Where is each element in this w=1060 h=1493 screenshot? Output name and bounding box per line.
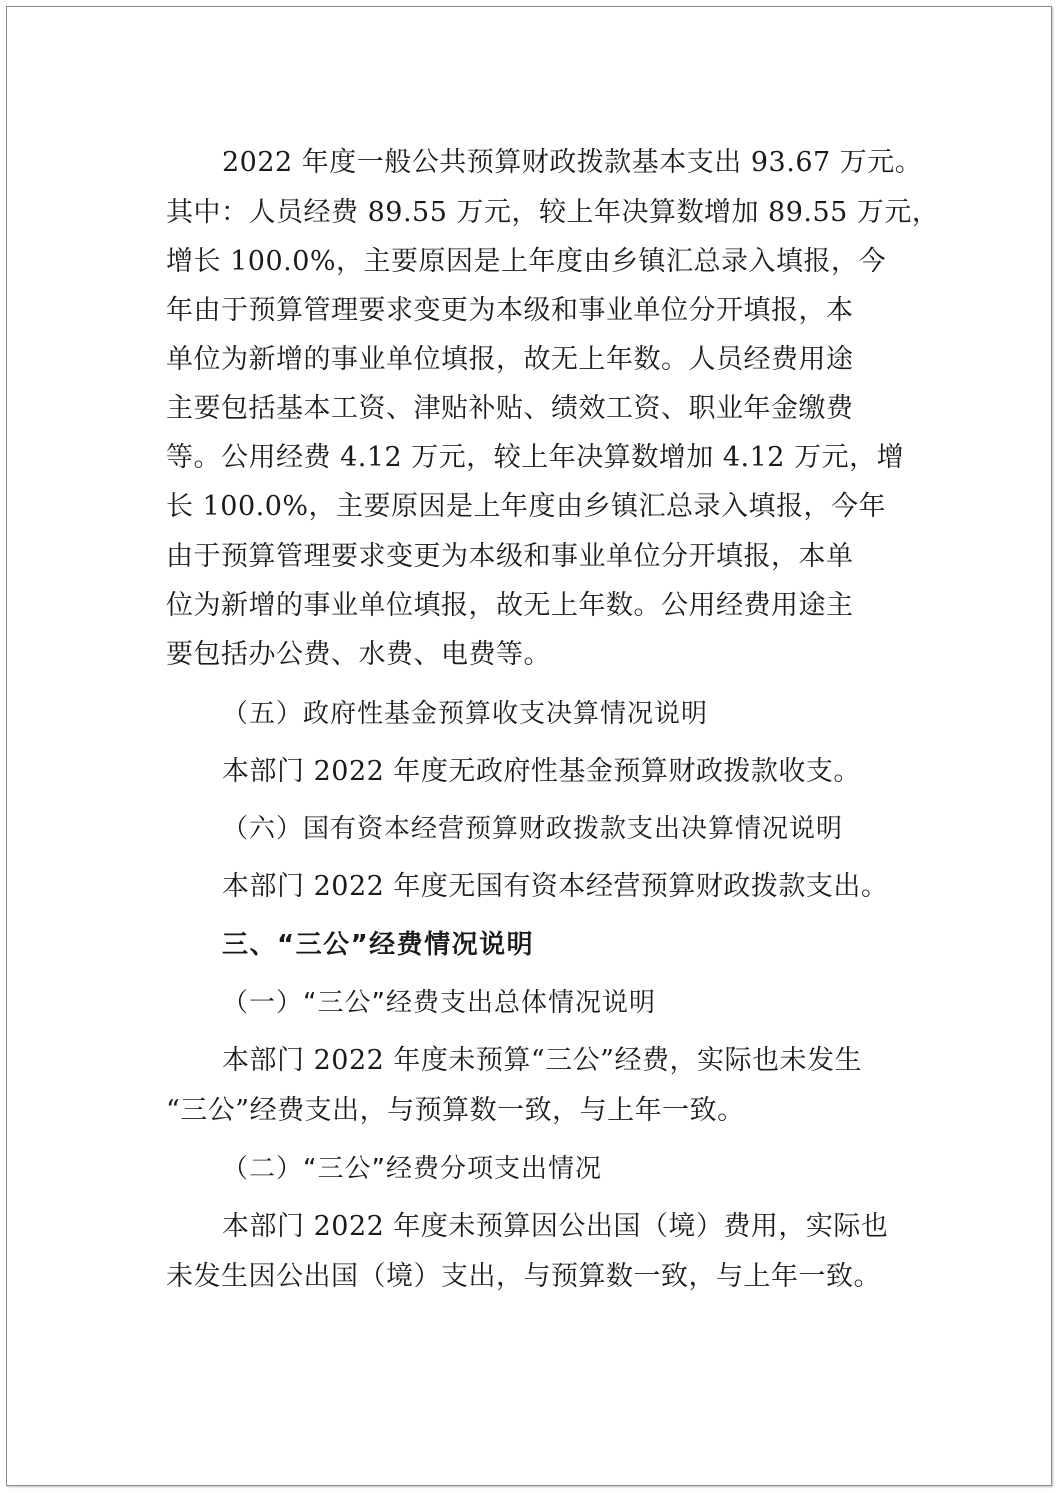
subsection-heading-2: （二）“三公”经费分项支出情况 — [222, 1154, 602, 1184]
section-heading-6: （六）国有资本经营预算财政拨款支出决算情况说明 — [222, 814, 844, 844]
paragraph-line: 增长 100.0%，主要原因是上年度由乡镇汇总录入填报，今 — [166, 246, 887, 277]
paragraph-line: 本部门 2022 年度未预算因公出国（境）费用，实际也 — [222, 1211, 889, 1242]
paragraph-line: 年由于预算管理要求变更为本级和事业单位分开填报，本 — [166, 295, 854, 326]
paragraph-line: 本部门 2022 年度无国有资本经营预算财政拨款支出。 — [222, 871, 889, 902]
paragraph-line: 其中：人员经费 89.55 万元，较上年决算数增加 89.55 万元， — [166, 197, 940, 228]
paragraph-line: 位为新增的事业单位填报，故无上年数。公用经费用途主 — [166, 590, 854, 621]
paragraph-line: 长 100.0%，主要原因是上年度由乡镇汇总录入填报，今年 — [166, 491, 887, 522]
paragraph-line: 主要包括基本工资、津贴补贴、绩效工资、职业年金缴费 — [166, 393, 854, 424]
paragraph-line: 由于预算管理要求变更为本级和事业单位分开填报，本单 — [166, 541, 854, 572]
paragraph-line: 本部门 2022 年度未预算“三公”经费，实际也未发生 — [222, 1045, 862, 1076]
paragraph-line: 要包括办公费、水费、电费等。 — [166, 639, 551, 670]
paragraph-line: 单位为新增的事业单位填报，故无上年数。人员经费用途 — [166, 344, 854, 375]
paragraph-line: 2022 年度一般公共预算财政拨款基本支出 93.67 万元。 — [222, 147, 923, 178]
paragraph-line: 未发生因公出国（境）支出，与预算数一致，与上年一致。 — [166, 1261, 881, 1292]
section-heading-5: （五）政府性基金预算收支决算情况说明 — [222, 699, 709, 729]
paragraph-line: “三公”经费支出，与预算数一致，与上年一致。 — [166, 1095, 745, 1126]
subsection-heading-1: （一）“三公”经费支出总体情况说明 — [222, 988, 656, 1018]
paragraph-line: 等。公用经费 4.12 万元，较上年决算数增加 4.12 万元，增 — [166, 442, 905, 473]
section-heading-3: 三、“三公”经费情况说明 — [222, 930, 535, 960]
paragraph-line: 本部门 2022 年度无政府性基金预算财政拨款收支。 — [222, 756, 861, 787]
